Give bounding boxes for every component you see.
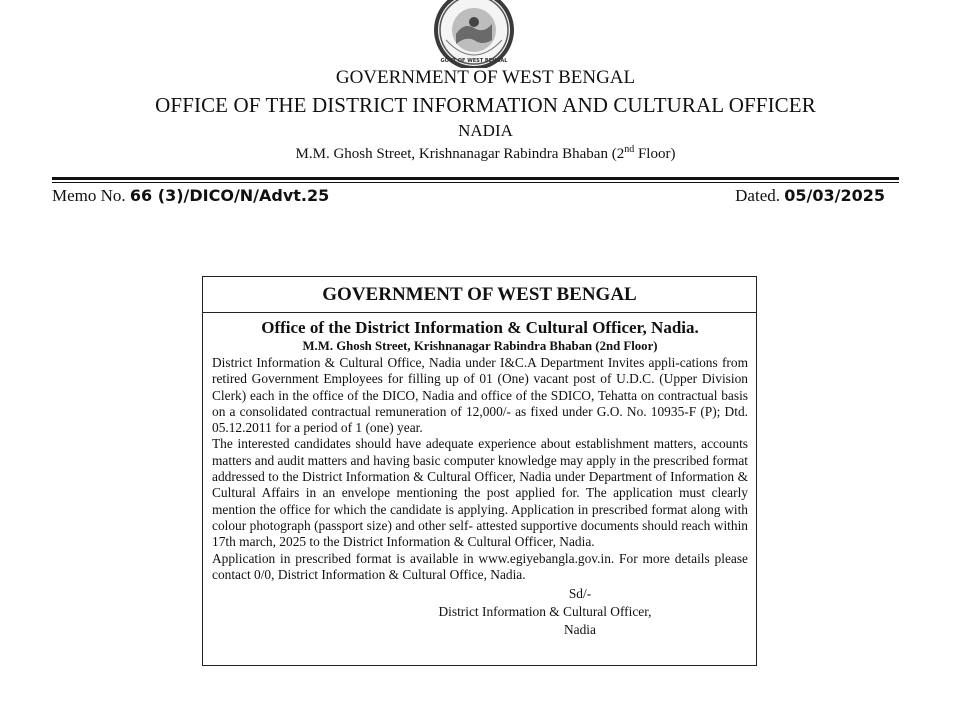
notice-paragraph-2: The interested candidates should have adequate experience about establishment matters, accounts matters and audit matters and having basic computer knowledge may apply in the prescribed format addressed to the District Information & Cultural Officer, Nadia under Department of Information & Cultural Affairs in an envelope mentioning the post applied for. The application must clearly mention the office for which the candidate is applying. Application in prescribed format along with colour photograph (passport size) and other self- attested supportive documents should reach within 17th march, 2025 to the District Information & Cultural Officer, Nadia. (212, 436, 748, 550)
signatory-place: Nadia (564, 622, 596, 638)
advertisement-notice-box (202, 276, 757, 666)
letterhead-government: GOVERNMENT OF WEST BENGAL (335, 67, 636, 88)
address-prefix: M.M. Ghosh Street, Krishnanagar Rabindra Bhaban (2 (295, 146, 625, 162)
letterhead-district: NADIA (458, 121, 513, 140)
address-superscript: nd (624, 144, 635, 155)
date-value: 05/03/2025 (784, 186, 885, 205)
notice-paragraph-1: District Information & Cultural Office, Nadia under I&C.A Department Invites appli-cations from retired Government Employees for filling up of 01 (One) vacant post of U.D.C. (Upper Division Clerk) each in the office of the DICO, Nadia and office of the SDICO, Tehatta on contractual basis on a consolidated contractual remuneration of 12,000/- as fixed under G.O. No. 10935-F (P); Dtd. 05.12.2011 for a period of 1 (one) year. (212, 355, 748, 436)
notice-address: M.M. Ghosh Street, Krishnanagar Rabindra Bhaban (2nd Floor) (302, 339, 658, 353)
seal-icon (432, 0, 516, 68)
notice-body (203, 313, 756, 639)
address-suffix: Floor) (634, 146, 676, 162)
memo-label: Memo No. (52, 186, 130, 205)
memo-value: 66 (3)/DICO/N/Advt.25 (129, 186, 330, 205)
government-seal-emblem (432, 0, 516, 68)
header-rule-thin (52, 182, 899, 183)
dated-label: Dated. (735, 186, 785, 205)
memo-date (735, 186, 885, 206)
signed-mark: Sd/- (568, 586, 592, 602)
letterhead-office: OFFICE OF THE DISTRICT INFORMATION AND CULTURAL OFFICER (155, 93, 816, 117)
notice-paragraph-3: Application in prescribed format is available in www.egiyebangla.gov.in. For more details please contact 0/0, District Information & Cultural Office, Nadia. (212, 550, 748, 582)
letterhead-address (0, 144, 971, 163)
memo-number (52, 186, 329, 206)
signatory-title: District Information & Cultural Officer, (438, 604, 652, 620)
header-rule-thick (52, 177, 899, 180)
notice-office: Office of the District Information & Cultural Officer, Nadia. (261, 318, 699, 337)
svg-text:GOVT OF WEST BENGAL: GOVT OF WEST BENGAL (440, 58, 508, 64)
notice-title: GOVERNMENT OF WEST BENGAL (203, 277, 756, 313)
